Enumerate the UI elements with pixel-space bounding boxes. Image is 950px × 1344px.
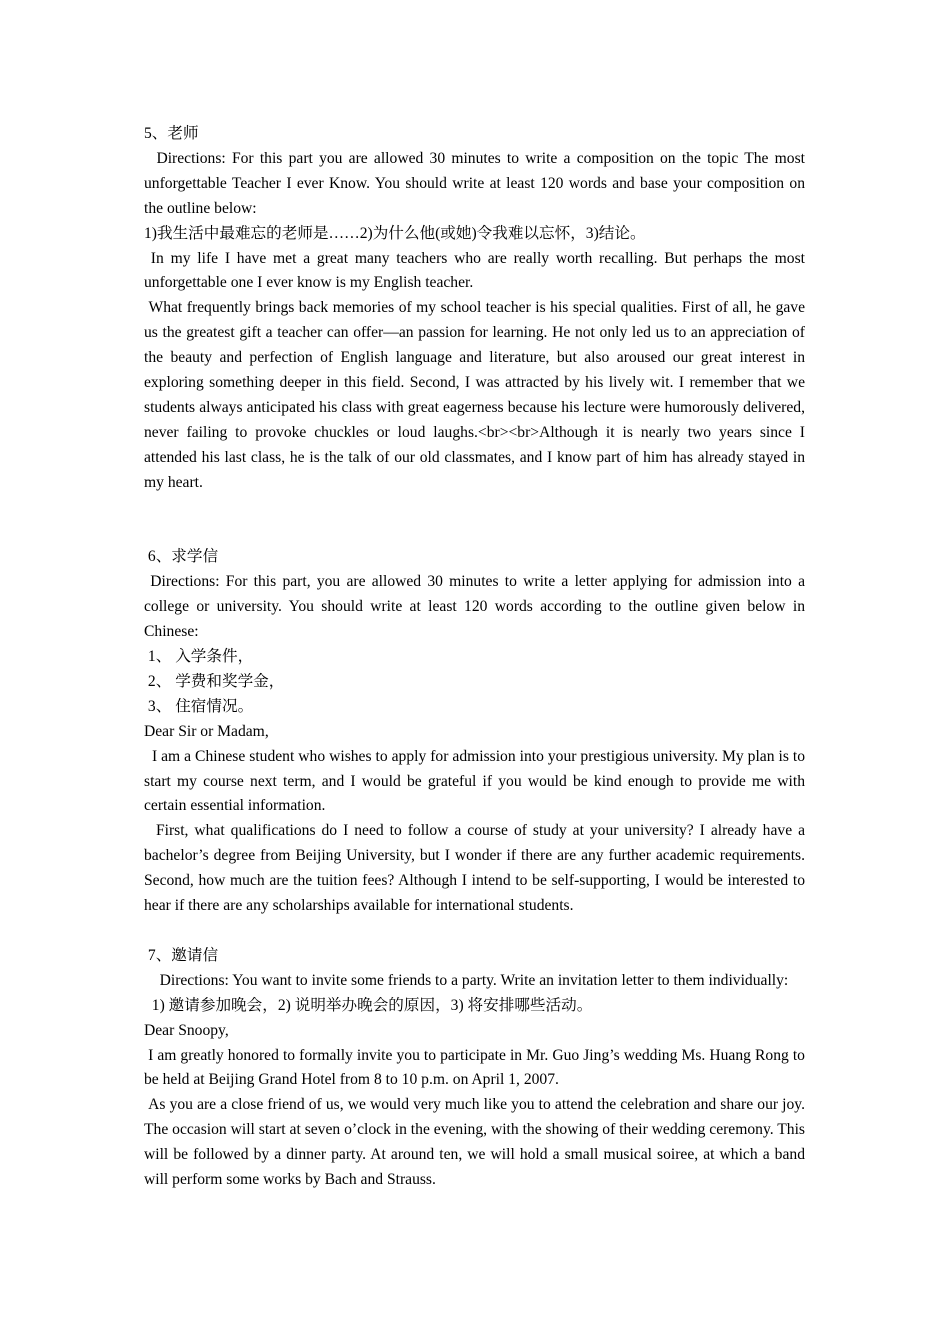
section-6-item-2: 2、 学费和奖学金， — [144, 672, 285, 690]
section-6-salutation: Dear Sir or Madam, — [144, 722, 269, 740]
document-page — [144, 122, 809, 1193]
section-7-salutation: Dear Snoopy, — [144, 1021, 229, 1039]
section-6-paragraph-2: First, what qualifications do I need to follow a course of study at your university? I already have a bachelor’s degree from Beijing University, but I wonder if there are any further academic requirements. Second, how much are the tuition fees? Although I intend to be self-supporting, I would be interested to hear if there are any scholarships available for international students. — [144, 822, 809, 915]
section-5-outline: 1)我生活中最难忘的老师是……2)为什么他(或她)令我难以忘怀，3)结论。 — [144, 224, 646, 242]
section-7-heading: 7、邀请信 — [144, 946, 219, 964]
section-6-heading: 6、求学信 — [144, 548, 219, 566]
section-6-item-3: 3、 住宿情况。 — [144, 697, 254, 715]
section-5-directions: Directions: For this part you are allowed 30 minutes to write a composition on the topic The most unforgettable Teacher I ever Know. You should write at least 120 words and base your composition on the outline below: — [144, 149, 809, 217]
section-gap — [144, 919, 805, 944]
section-5-heading: 5、老师 — [144, 125, 199, 142]
section-7-directions: Directions: You want to invite some friends to a party. Write an invitation letter to them individually: — [144, 971, 789, 989]
section-7-outline: 1) 邀请参加晚会，2) 说明举办晚会的原因，3) 将安排哪些活动。 — [144, 996, 593, 1014]
section-7-paragraph-2: As you are a close friend of us, we would very much like you to attend the celebration and share our joy. The occasion will start at seven o’clock in the evening, with the showing of their wedding ceremony. This will be followed by a dinner party. At around ten, we will hold a small musical soiree, at which a band will perform some works by Bach and Strauss. — [144, 1096, 809, 1189]
section-5-paragraph-1: In my life I have met a great many teachers who are really worth recalling. But perhaps the most unforgettable one I ever know is my English teacher. — [144, 249, 809, 292]
section-5-paragraph-2: What frequently brings back memories of my school teacher is his special qualities. First of all, he gave us the greatest gift a teacher can offer—an passion for learning. He not only led us to an appreciation of the beauty and perfection of English language and literature, but also aroused our great interest in exploring something deeper in this field. Second, I was attracted by his lively wit. I remember that we students always anticipated his class with great eagerness because his lecture were humorously delivered, never failing to provoke chuckles or loud laughs.<br><br>Although it is nearly two years since I attended his last class, he is the talk of our old classmates, and I know part of him has already stayed in my heart. — [144, 299, 809, 491]
section-6-item-1: 1、 入学条件， — [144, 648, 254, 666]
section-6-directions: Directions: For this part, you are allowed 30 minutes to write a letter applying for admission into a college or university. You should write at least 120 words according to the outline given below in Chinese: — [144, 573, 809, 641]
section-7-paragraph-1: I am greatly honored to formally invite you to participate in Mr. Guo Jing’s wedding Ms. Huang Rong to be held at Beijing Grand Hotel from 8 to 10 p.m. on April 1, 2007. — [144, 1046, 809, 1089]
section-6-paragraph-1: I am a Chinese student who wishes to apply for admission into your prestigious university. My plan is to start my course next term, and I would be grateful if you would be kind enough to provide me with certain essential information. — [144, 747, 809, 815]
section-gap — [144, 496, 805, 546]
